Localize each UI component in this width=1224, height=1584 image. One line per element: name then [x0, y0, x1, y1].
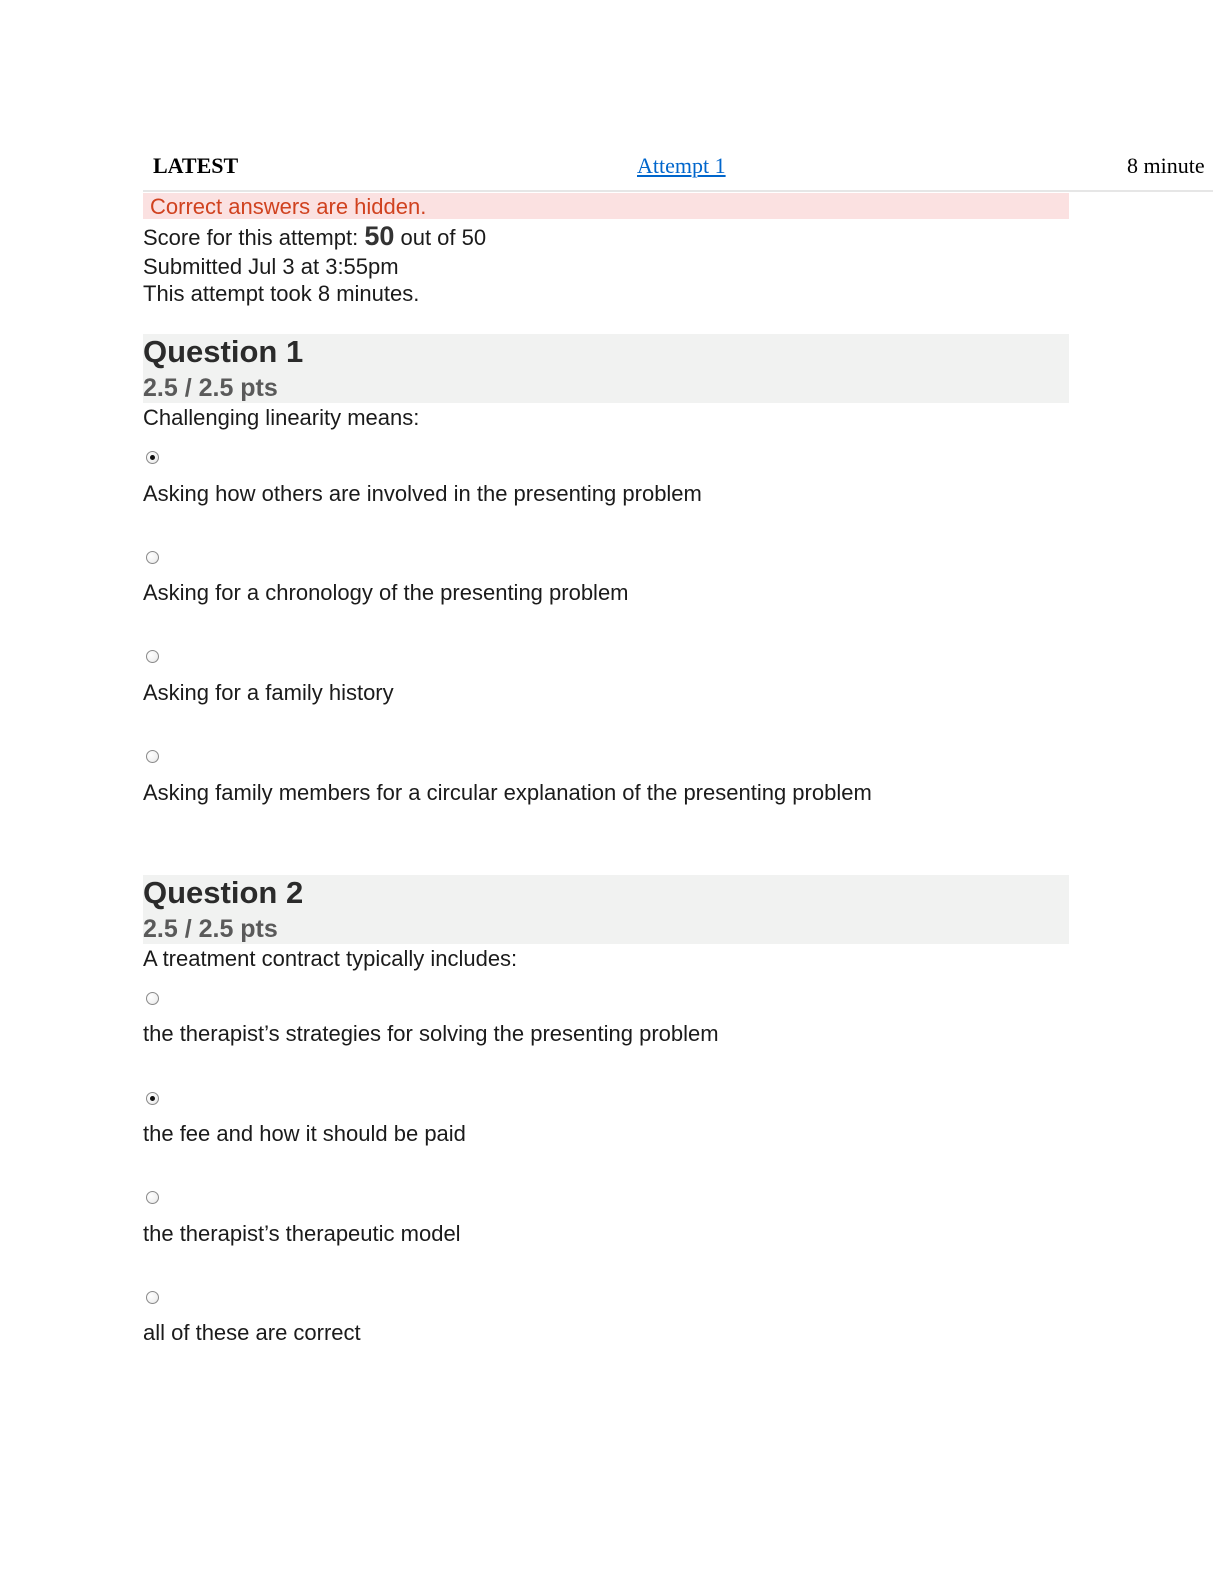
- answer-label: the fee and how it should be paid: [143, 1121, 466, 1146]
- question-title: Question 1: [143, 334, 304, 369]
- answer-radio[interactable]: [146, 992, 159, 1005]
- attempt-link[interactable]: Attempt 1: [637, 153, 726, 178]
- answer-label: all of these are correct: [143, 1320, 361, 1345]
- answer-radio[interactable]: [146, 1291, 159, 1304]
- score-line: [143, 221, 486, 252]
- attempt-duration: 8 minute: [1127, 153, 1205, 178]
- score-prefix: Score for this attempt:: [143, 225, 365, 250]
- attempt-history-row: [143, 150, 1213, 190]
- answer-label: Asking for a family history: [143, 680, 394, 705]
- answer-radio[interactable]: [146, 551, 159, 564]
- answer-radio-selected[interactable]: [146, 451, 159, 464]
- answer-label: Asking for a chronology of the presenting problem: [143, 580, 629, 605]
- answer-radio[interactable]: [146, 750, 159, 763]
- question-points: 2.5 / 2.5 pts: [143, 915, 278, 943]
- question-title: Question 2: [143, 875, 304, 910]
- answer-radio-selected[interactable]: [146, 1092, 159, 1105]
- notice-text: Correct answers are hidden.: [150, 194, 427, 219]
- answer-radio[interactable]: [146, 650, 159, 663]
- question-points: 2.5 / 2.5 pts: [143, 374, 278, 402]
- score-value: 50: [364, 221, 395, 251]
- question-text: Challenging linearity means:: [143, 405, 420, 430]
- answer-radio[interactable]: [146, 1191, 159, 1204]
- divider: [143, 190, 1213, 192]
- submitted-time: Submitted Jul 3 at 3:55pm: [143, 254, 399, 279]
- question-header: [143, 875, 1069, 944]
- answer-label: Asking how others are involved in the presenting problem: [143, 481, 702, 506]
- answers-hidden-notice: [143, 193, 1069, 219]
- question-header: [143, 334, 1069, 403]
- latest-label: LATEST: [153, 153, 239, 178]
- answer-label: Asking family members for a circular explanation of the presenting problem: [143, 780, 872, 805]
- answer-label: the therapist’s strategies for solving the presenting problem: [143, 1021, 719, 1046]
- score-suffix: out of 50: [394, 225, 487, 250]
- answer-label: the therapist’s therapeutic model: [143, 1221, 461, 1246]
- question-text: A treatment contract typically includes:: [143, 946, 518, 971]
- attempt-duration-text: This attempt took 8 minutes.: [143, 281, 420, 306]
